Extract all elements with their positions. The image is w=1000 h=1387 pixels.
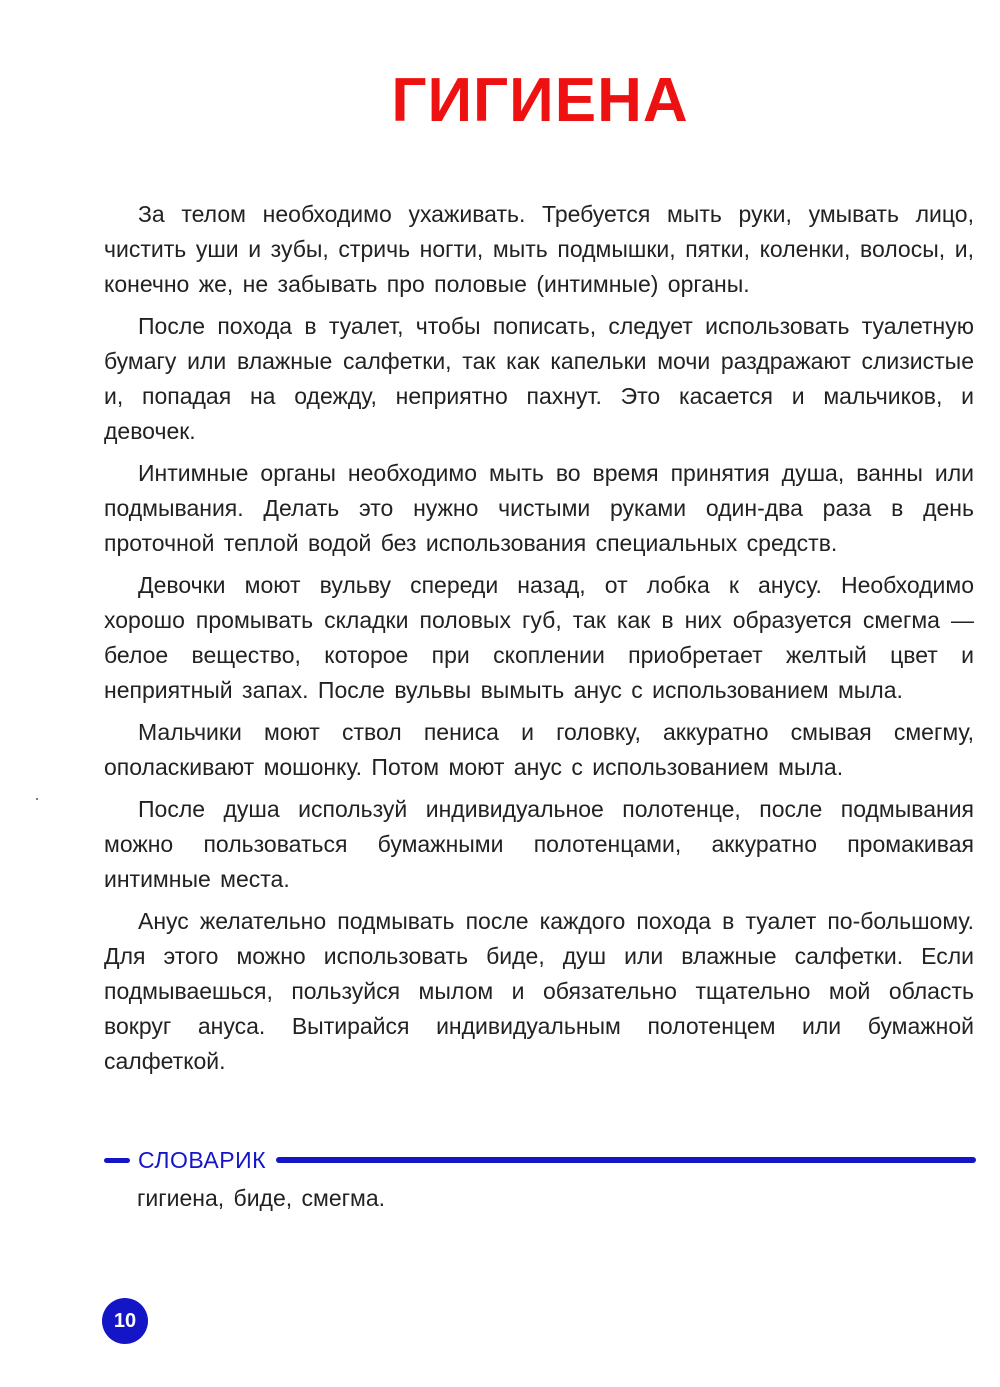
glossary-dash bbox=[104, 1158, 130, 1163]
body-text bbox=[104, 197, 974, 1086]
paragraph: Интимные органы необходимо мыть во время принятия душа, ванны или подмывания. Делать это нужно чистыми руками один-два раза в день проточной теплой водой без использования специальных средств. bbox=[104, 460, 974, 556]
paragraph: Мальчики моют ствол пениса и головку, аккуратно смывая смегму, ополаскивают мошонку. Потом моют анус с использованием мыла. bbox=[104, 719, 974, 780]
glossary-words: гигиена, биде, смегма. bbox=[137, 1185, 386, 1211]
paragraph: Анус желательно подмывать после каждого похода в туалет по-большому. Для этого можно использовать биде, душ или влажные салфетки. Если подмываешься, пользуйся мылом и обязательно тщательно мой область вокруг ануса. Вытирайся индивидуальным полотенцем или бумажной салфеткой. bbox=[104, 908, 974, 1074]
glossary-divider bbox=[276, 1157, 976, 1163]
paragraph: Девочки моют вульву спереди назад, от лобка к анусу. Необходимо хорошо промывать складки половых губ, так как в них образуется смегма — белое вещество, которое при скоплении приобретает желтый цвет и неприятный запах. После вульвы вымыть анус с использованием мыла. bbox=[104, 572, 974, 703]
glossary-label: СЛОВАРИК bbox=[138, 1146, 267, 1173]
paragraph: За телом необходимо ухаживать. Требуется мыть руки, умывать лицо, чистить уши и зубы, стричь ногти, мыть подмышки, пятки, коленки, волосы, и, конечно же, не забывать про половые (интимные) органы. bbox=[104, 201, 974, 297]
print-speck bbox=[36, 798, 38, 800]
page-title: ГИГИЕНА bbox=[391, 66, 689, 135]
paragraph: После душа используй индивидуальное полотенце, после подмывания можно пользоваться бумажными полотенцами, аккуратно промакивая интимные места. bbox=[104, 796, 974, 892]
glossary-header bbox=[104, 1143, 976, 1177]
page-number-badge bbox=[102, 1298, 148, 1344]
paragraph: После похода в туалет, чтобы пописать, следует использовать туалетную бумагу или влажные салфетки, так как капельки мочи раздражают слизистые и, попадая на одежду, неприятно пахнут. Это касается и мальчиков, и девочек. bbox=[104, 313, 974, 444]
page-number: 10 bbox=[113, 1309, 137, 1332]
